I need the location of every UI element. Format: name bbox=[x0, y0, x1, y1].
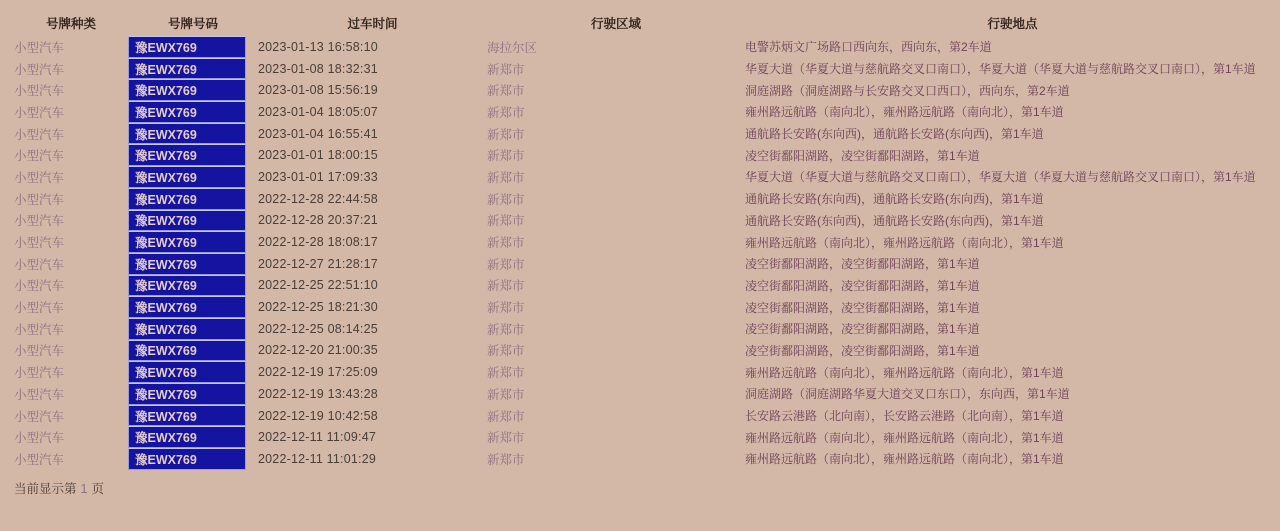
drive-place-cell: 洞庭湖路（洞庭湖路与长安路交叉口西口），西向东，第2车道 bbox=[745, 83, 1070, 98]
pass-time-cell: 2022-12-11 11:09:47 bbox=[258, 430, 377, 445]
pagination-prefix: 当前显示第 bbox=[14, 481, 77, 496]
table-row bbox=[14, 253, 1280, 275]
plate-number-cell bbox=[128, 340, 258, 362]
plate-number-badge[interactable]: 豫EWX769 bbox=[128, 448, 246, 470]
plate-number-cell bbox=[128, 405, 258, 427]
plate-number-cell bbox=[128, 58, 258, 80]
drive-area-cell: 新郑市 bbox=[487, 322, 525, 337]
drive-area-cell: 新郑市 bbox=[487, 84, 525, 99]
pass-time-cell: 2022-12-28 18:08:17 bbox=[258, 235, 378, 250]
plate-number-badge[interactable]: 豫EWX769 bbox=[128, 210, 246, 232]
drive-place-cell: 通航路长安路(东向西)，通航路长安路(东向西)，第1车道 bbox=[745, 213, 1044, 228]
drive-area-cell: 新郑市 bbox=[487, 431, 525, 446]
table-row bbox=[14, 58, 1280, 80]
pass-time-cell: 2022-12-19 10:42:58 bbox=[258, 408, 378, 423]
table-row bbox=[14, 426, 1280, 448]
pass-time-cell: 2023-01-08 18:32:31 bbox=[258, 61, 378, 76]
drive-place-cell: 凌空街鄱阳湖路，凌空街鄱阳湖路，第1车道 bbox=[745, 148, 980, 163]
plate-type-cell: 小型汽车 bbox=[14, 322, 65, 337]
plate-type-cell: 小型汽车 bbox=[14, 431, 65, 446]
plate-type-cell: 小型汽车 bbox=[14, 127, 65, 142]
plate-number-cell bbox=[128, 275, 258, 297]
plate-number-badge[interactable]: 豫EWX769 bbox=[128, 405, 246, 427]
pagination-suffix: 页 bbox=[91, 481, 104, 496]
plate-number-cell bbox=[128, 123, 258, 145]
pass-time-cell: 2023-01-01 18:00:15 bbox=[258, 148, 378, 163]
plate-number-badge[interactable]: 豫EWX769 bbox=[128, 123, 246, 145]
plate-number-cell bbox=[128, 36, 258, 58]
drive-area-cell: 新郑市 bbox=[487, 409, 525, 424]
drive-place-cell: 雍州路远航路（南向北），雍州路远航路（南向北），第1车道 bbox=[745, 235, 1064, 250]
plate-type-cell: 小型汽车 bbox=[14, 105, 65, 120]
drive-place-cell: 凌空街鄱阳湖路，凌空街鄱阳湖路，第1车道 bbox=[745, 257, 980, 272]
plate-type-cell: 小型汽车 bbox=[14, 170, 65, 185]
plate-type-cell: 小型汽车 bbox=[14, 84, 65, 99]
plate-number-badge[interactable]: 豫EWX769 bbox=[128, 296, 246, 318]
pass-time-cell: 2023-01-01 17:09:33 bbox=[258, 169, 378, 184]
plate-number-cell bbox=[128, 188, 258, 210]
plate-number-badge[interactable]: 豫EWX769 bbox=[128, 361, 246, 383]
drive-place-cell: 华夏大道（华夏大道与慈航路交叉口南口），华夏大道（华夏大道与慈航路交叉口南口），第1车道 bbox=[745, 62, 1256, 77]
pass-time-cell: 2022-12-25 22:51:10 bbox=[258, 278, 378, 293]
table-row bbox=[14, 383, 1280, 405]
drive-area-cell: 新郑市 bbox=[487, 170, 525, 185]
table-row bbox=[14, 275, 1280, 297]
plate-number-cell bbox=[128, 426, 258, 448]
plate-number-cell bbox=[128, 448, 258, 470]
pass-time-cell: 2022-12-25 08:14:25 bbox=[258, 321, 378, 336]
plate-type-cell: 小型汽车 bbox=[14, 409, 65, 424]
drive-place-cell: 凌空街鄱阳湖路，凌空街鄱阳湖路，第1车道 bbox=[745, 278, 980, 293]
plate-type-cell: 小型汽车 bbox=[14, 279, 65, 294]
table-row bbox=[14, 36, 1280, 58]
plate-number-badge[interactable]: 豫EWX769 bbox=[128, 166, 246, 188]
pass-time-cell: 2022-12-19 13:43:28 bbox=[258, 386, 378, 401]
plate-type-cell: 小型汽车 bbox=[14, 387, 65, 402]
pass-time-cell: 2022-12-19 17:25:09 bbox=[258, 365, 378, 380]
drive-place-cell: 洞庭湖路（洞庭湖路华夏大道交叉口东口），东向西，第1车道 bbox=[745, 387, 1070, 402]
plate-type-cell: 小型汽车 bbox=[14, 257, 65, 272]
table-row bbox=[14, 296, 1280, 318]
plate-type-cell: 小型汽车 bbox=[14, 366, 65, 381]
drive-place-cell: 通航路长安路(东向西)，通航路长安路(东向西)，第1车道 bbox=[745, 192, 1044, 207]
plate-type-cell: 小型汽车 bbox=[14, 344, 65, 359]
drive-area-cell: 新郑市 bbox=[487, 105, 525, 120]
plate-number-cell bbox=[128, 296, 258, 318]
current-page-number: 1 bbox=[80, 481, 88, 496]
plate-number-cell bbox=[128, 253, 258, 275]
plate-type-cell: 小型汽车 bbox=[14, 62, 65, 77]
drive-place-cell: 长安路云港路（北向南），长安路云港路（北向南），第1车道 bbox=[745, 409, 1064, 424]
plate-number-cell bbox=[128, 79, 258, 101]
drive-area-cell: 新郑市 bbox=[487, 149, 525, 164]
plate-number-cell bbox=[128, 318, 258, 340]
plate-number-badge[interactable]: 豫EWX769 bbox=[128, 58, 246, 80]
plate-number-cell bbox=[128, 383, 258, 405]
pass-time-cell: 2022-12-27 21:28:17 bbox=[258, 256, 378, 271]
pass-time-cell: 2022-12-28 20:37:21 bbox=[258, 213, 378, 228]
header-pass-time: 过车时间 bbox=[347, 17, 398, 31]
drive-area-cell: 新郑市 bbox=[487, 366, 525, 381]
table-row bbox=[14, 101, 1280, 123]
plate-type-cell: 小型汽车 bbox=[14, 452, 65, 467]
plate-type-cell: 小型汽车 bbox=[14, 149, 65, 164]
drive-area-cell: 新郑市 bbox=[487, 279, 525, 294]
pass-time-cell: 2023-01-13 16:58:10 bbox=[258, 39, 378, 54]
table-row bbox=[14, 188, 1280, 210]
drive-area-cell: 新郑市 bbox=[487, 62, 525, 77]
plate-number-badge[interactable]: 豫EWX769 bbox=[128, 253, 246, 275]
plate-number-badge[interactable]: 豫EWX769 bbox=[128, 275, 246, 297]
table-row bbox=[14, 231, 1280, 253]
pass-time-cell: 2023-01-08 15:56:19 bbox=[258, 83, 378, 98]
plate-number-badge[interactable]: 豫EWX769 bbox=[128, 101, 246, 123]
table-row bbox=[14, 361, 1280, 383]
header-drive-area: 行驶区域 bbox=[590, 17, 641, 31]
plate-number-cell bbox=[128, 144, 258, 166]
drive-area-cell: 新郑市 bbox=[487, 344, 525, 359]
drive-place-cell: 雍州路远航路（南向北），雍州路远航路（南向北），第1车道 bbox=[745, 452, 1064, 467]
plate-number-badge[interactable]: 豫EWX769 bbox=[128, 79, 246, 101]
table-row bbox=[14, 405, 1280, 427]
drive-place-cell: 雍州路远航路（南向北），雍州路远航路（南向北），第1车道 bbox=[745, 430, 1064, 445]
pass-time-cell: 2023-01-04 18:05:07 bbox=[258, 104, 378, 119]
table-body bbox=[14, 36, 1280, 470]
header-drive-place: 行驶地点 bbox=[987, 17, 1038, 31]
table-row bbox=[14, 340, 1280, 362]
plate-type-cell: 小型汽车 bbox=[14, 236, 65, 251]
plate-number-badge[interactable]: 豫EWX769 bbox=[128, 231, 246, 253]
plate-type-cell: 小型汽车 bbox=[14, 301, 65, 316]
table-row bbox=[14, 448, 1280, 470]
pass-time-cell: 2022-12-25 18:21:30 bbox=[258, 300, 378, 315]
drive-area-cell: 新郑市 bbox=[487, 452, 525, 467]
plate-number-cell bbox=[128, 210, 258, 232]
drive-place-cell: 华夏大道（华夏大道与慈航路交叉口南口），华夏大道（华夏大道与慈航路交叉口南口），第1车道 bbox=[745, 170, 1256, 185]
header-plate-number: 号牌号码 bbox=[167, 17, 218, 31]
plate-number-badge[interactable]: 豫EWX769 bbox=[128, 36, 246, 58]
drive-area-cell: 新郑市 bbox=[487, 387, 525, 402]
drive-place-cell: 凌空街鄱阳湖路，凌空街鄱阳湖路，第1车道 bbox=[745, 300, 980, 315]
plate-number-badge[interactable]: 豫EWX769 bbox=[128, 144, 246, 166]
table-row bbox=[14, 318, 1280, 340]
drive-area-cell: 新郑市 bbox=[487, 127, 525, 142]
pass-time-cell: 2022-12-20 21:00:35 bbox=[258, 343, 378, 358]
plate-number-cell bbox=[128, 101, 258, 123]
plate-number-badge[interactable]: 豫EWX769 bbox=[128, 188, 246, 210]
plate-number-badge[interactable]: 豫EWX769 bbox=[128, 426, 246, 448]
table-row bbox=[14, 210, 1280, 232]
drive-place-cell: 凌空街鄱阳湖路，凌空街鄱阳湖路，第1车道 bbox=[745, 322, 980, 337]
pass-time-cell: 2022-12-11 11:01:29 bbox=[258, 451, 377, 466]
plate-number-badge[interactable]: 豫EWX769 bbox=[128, 318, 246, 340]
plate-type-cell: 小型汽车 bbox=[14, 192, 65, 207]
plate-number-badge[interactable]: 豫EWX769 bbox=[128, 340, 246, 362]
drive-place-cell: 电警苏炳文广场路口西向东，西向东，第2车道 bbox=[745, 40, 992, 55]
header-plate-type: 号牌种类 bbox=[45, 17, 96, 31]
drive-area-cell: 新郑市 bbox=[487, 236, 525, 251]
table-row bbox=[14, 79, 1280, 101]
drive-area-cell: 新郑市 bbox=[487, 257, 525, 272]
pass-time-cell: 2022-12-28 22:44:58 bbox=[258, 191, 378, 206]
drive-area-cell: 海拉尔区 bbox=[487, 40, 538, 55]
drive-place-cell: 雍州路远航路（南向北），雍州路远航路（南向北），第1车道 bbox=[745, 365, 1064, 380]
drive-area-cell: 新郑市 bbox=[487, 214, 525, 229]
plate-number-cell bbox=[128, 361, 258, 383]
plate-number-cell bbox=[128, 166, 258, 188]
drive-place-cell: 雍州路远航路（南向北），雍州路远航路（南向北），第1车道 bbox=[745, 105, 1064, 120]
drive-place-cell: 通航路长安路(东向西)，通航路长安路(东向西)，第1车道 bbox=[745, 127, 1044, 142]
table-row bbox=[14, 144, 1280, 166]
pagination-status bbox=[14, 479, 1280, 497]
table-row bbox=[14, 166, 1280, 188]
drive-area-cell: 新郑市 bbox=[487, 192, 525, 207]
table-header-row bbox=[14, 10, 1280, 36]
plate-number-badge[interactable]: 豫EWX769 bbox=[128, 383, 246, 405]
table-row bbox=[14, 123, 1280, 145]
plate-type-cell: 小型汽车 bbox=[14, 40, 65, 55]
plate-type-cell: 小型汽车 bbox=[14, 214, 65, 229]
pass-time-cell: 2023-01-04 16:55:41 bbox=[258, 126, 378, 141]
plate-number-cell bbox=[128, 231, 258, 253]
drive-area-cell: 新郑市 bbox=[487, 301, 525, 316]
drive-place-cell: 凌空街鄱阳湖路，凌空街鄱阳湖路，第1车道 bbox=[745, 343, 980, 358]
